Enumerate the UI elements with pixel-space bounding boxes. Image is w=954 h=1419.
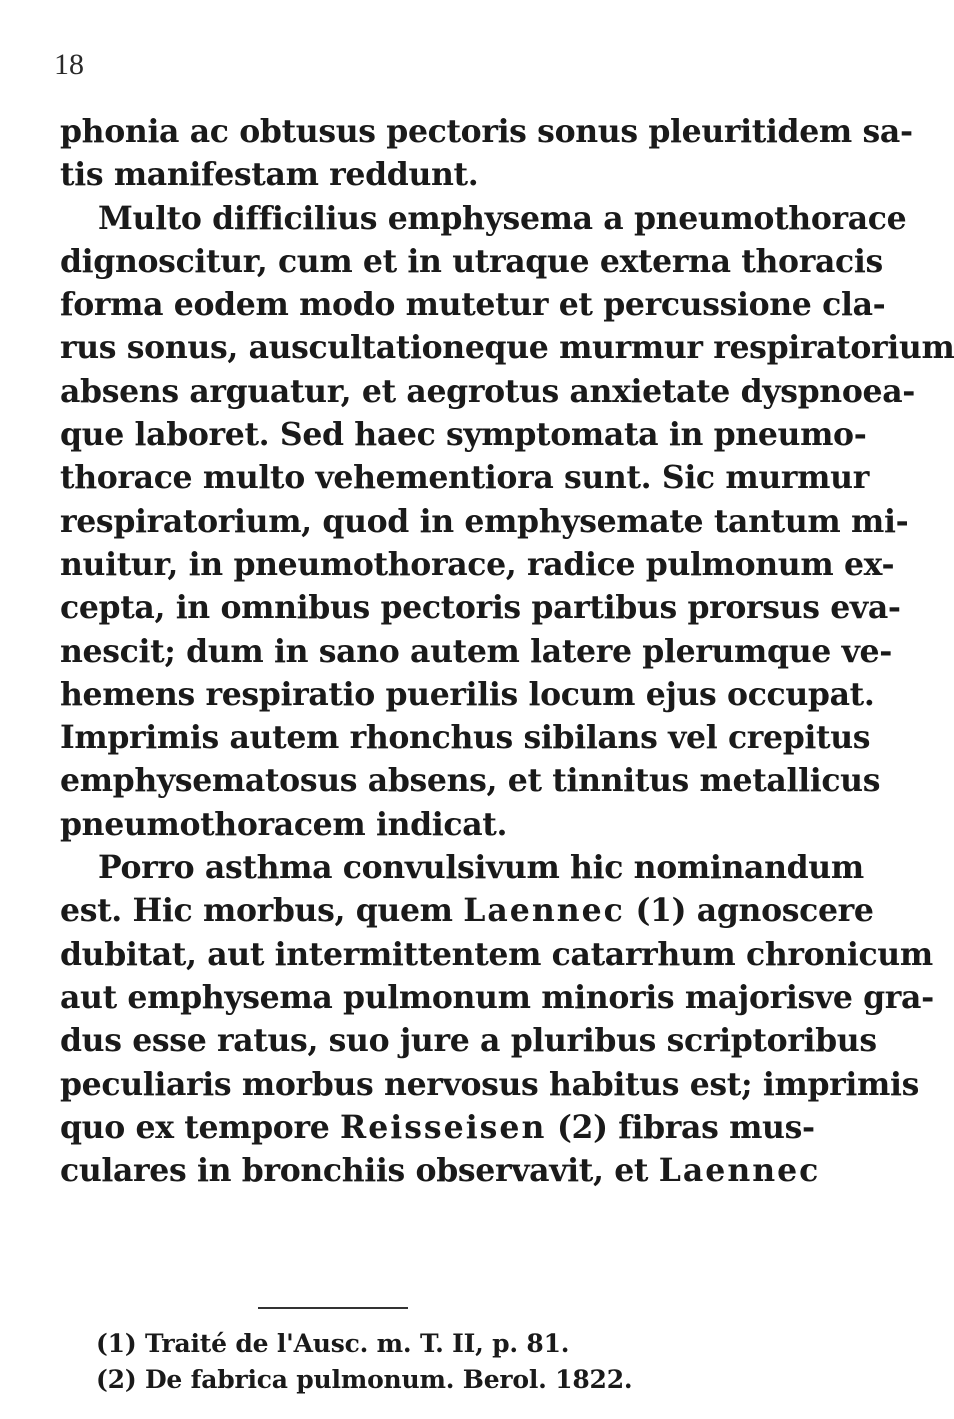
text-run: rus sonus, auscultationeque murmur respiratorium: [60, 329, 954, 367]
text-run: Porro asthma convulsivum hic nominandum: [98, 849, 864, 887]
text-line: [60, 889, 874, 932]
text-run: nescit; dum in sano autem latere plerumque ve-: [60, 632, 892, 670]
text-run: cepta, in omnibus pectoris partibus prorsus eva-: [60, 589, 901, 627]
text-line: [60, 630, 892, 673]
text-run: (1) agnoscere: [624, 892, 874, 930]
text-line: [60, 197, 907, 240]
text-line: [60, 500, 909, 543]
author-name: Reisseisen: [340, 1108, 547, 1146]
text-run: est. Hic morbus, quem: [60, 892, 464, 930]
text-run: hemens respiratio puerilis locum ejus occupat.: [60, 675, 875, 713]
text-run: tis manifestam reddunt.: [60, 156, 479, 194]
text-run: absens arguatur, et aegrotus anxietate dyspnoea-: [60, 372, 915, 410]
text-line: [60, 759, 881, 802]
text-run: respiratorium, quod in emphysemate tantum mi-: [60, 502, 909, 540]
text-line: [60, 586, 901, 629]
text-run: dubitat, aut intermittentem catarrhum chronicum: [60, 935, 933, 973]
text-line: [60, 110, 913, 153]
text-line: [60, 283, 886, 326]
text-line: [60, 976, 934, 1019]
text-line: [60, 803, 760, 846]
text-run: que laboret. Sed haec symptomata in pneumo-: [60, 416, 867, 454]
text-line: [60, 240, 883, 283]
text-run: culares in bronchiis observavit, et: [60, 1152, 659, 1190]
text-run: pneumothoracem indicat.: [60, 805, 508, 843]
footnote: (2) De fabrica pulmonum. Berol. 1822.: [96, 1365, 633, 1394]
text-run: forma eodem modo mutetur et percussione cla-: [60, 286, 886, 324]
text-run: dignoscitur, cum et in utraque externa thoracis: [60, 242, 883, 280]
text-run: aut emphysema pulmonum minoris majorisve gra-: [60, 978, 934, 1016]
text-line: [60, 1149, 821, 1192]
body-text: [60, 110, 954, 1192]
text-run: phonia ac obtusus pectoris sonus pleuritidem sa-: [60, 113, 913, 150]
text-line: [60, 413, 867, 456]
page-number: 18: [54, 48, 84, 81]
text-line: [60, 326, 954, 369]
text-line: [60, 543, 895, 586]
text-line: [60, 673, 875, 716]
text-run: (2) fibras mus-: [546, 1108, 815, 1146]
text-run: dus esse ratus, suo jure a pluribus scriptoribus: [60, 1022, 877, 1060]
text-line: [60, 716, 871, 759]
footnote: (1) Traité de l'Ausc. m. T. II, p. 81.: [96, 1329, 570, 1358]
text-line: [60, 933, 933, 976]
text-run: emphysematosus absens, et tinnitus metallicus: [60, 762, 881, 800]
text-run: nuitur, in pneumothorace, radice pulmonum ex-: [60, 545, 895, 583]
text-line: [60, 456, 869, 499]
text-line: [60, 1106, 815, 1149]
text-line: [60, 846, 864, 889]
footnotes: [96, 1326, 776, 1398]
text-run: thorace multo vehementiora sunt. Sic murmur: [60, 459, 869, 497]
text-run: Multo difficilius emphysema a pneumothorace: [98, 199, 907, 237]
text-line: [60, 1019, 877, 1062]
text-run: peculiaris morbus nervosus habitus est; imprimis: [60, 1065, 920, 1103]
author-name: Laennec: [658, 1152, 821, 1190]
text-run: Imprimis autem rhonchus sibilans vel crepitus: [60, 719, 871, 757]
footnote-separator: [258, 1307, 408, 1309]
text-run: quo ex tempore: [60, 1108, 341, 1146]
text-line: [60, 370, 915, 413]
text-line: [60, 1063, 920, 1106]
author-name: Laennec: [463, 892, 625, 930]
text-line: [60, 153, 760, 196]
